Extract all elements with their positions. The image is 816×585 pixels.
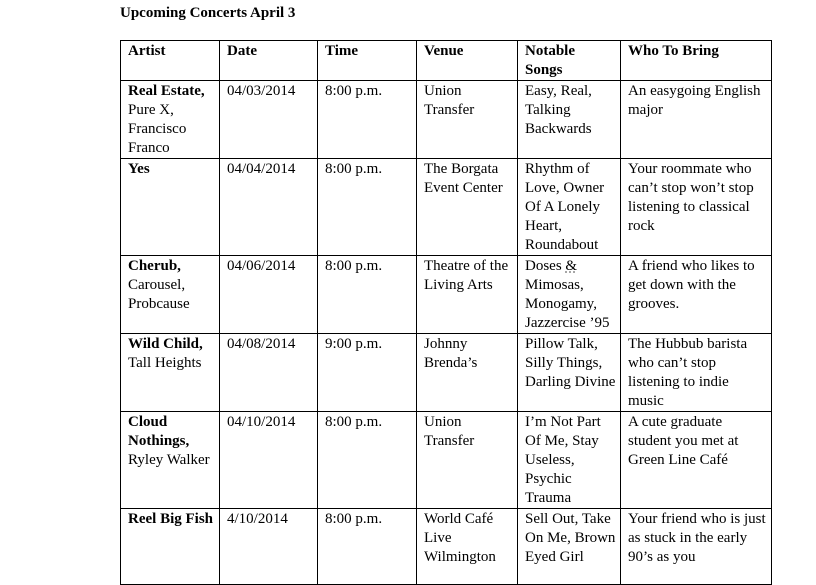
artist-cell	[121, 509, 220, 585]
songs-cell: Pillow Talk, Silly Things, Darling Divine	[518, 334, 621, 412]
openers: Pure X, Francisco Franco	[128, 102, 187, 156]
table-row	[121, 256, 772, 334]
venue-cell: Theatre of the Living Arts	[417, 256, 518, 334]
venue-cell: Union Transfer	[417, 412, 518, 509]
who-to-bring-cell: A friend who likes to get down with the grooves.	[621, 256, 772, 334]
table-row	[121, 412, 772, 509]
table-row	[121, 81, 772, 159]
table-row	[121, 334, 772, 412]
header-notable-songs: Notable Songs	[518, 41, 621, 81]
header-venue: Venue	[417, 41, 518, 81]
songs-cell: I’m Not Part Of Me, Stay Useless, Psychic Trauma	[518, 412, 621, 509]
openers: Tall Heights	[128, 355, 202, 371]
who-to-bring-cell: A cute graduate student you met at Green Line Café	[621, 412, 772, 509]
artist-cell	[121, 159, 220, 256]
header-date: Date	[220, 41, 318, 81]
openers: Ryley Walker	[128, 452, 210, 468]
venue-cell: Johnny Brenda’s	[417, 334, 518, 412]
artist-cell	[121, 256, 220, 334]
artist-cell	[121, 412, 220, 509]
headliner: Cherub,	[128, 258, 181, 274]
headliner: Reel Big Fish	[128, 511, 213, 527]
header-artist: Artist	[121, 41, 220, 81]
date-cell: 4/10/2014	[220, 509, 318, 585]
header-time: Time	[318, 41, 417, 81]
who-to-bring-cell: The Hubbub barista who can’t stop listening to indie music	[621, 334, 772, 412]
headliner: Wild Child,	[128, 336, 203, 352]
artist-cell	[121, 81, 220, 159]
time-cell: 8:00 p.m.	[318, 159, 417, 256]
venue-cell: World Café Live Wilmington	[417, 509, 518, 585]
time-cell: 8:00 p.m.	[318, 256, 417, 334]
table-row	[121, 509, 772, 585]
time-cell: 8:00 p.m.	[318, 412, 417, 509]
time-cell: 8:00 p.m.	[318, 509, 417, 585]
document-title: Upcoming Concerts April 3	[120, 5, 296, 21]
who-to-bring-cell: Your friend who is just as stuck in the early 90’s as you	[621, 509, 772, 585]
headliner: Cloud Nothings,	[128, 414, 190, 449]
openers: Carousel, Probcause	[128, 277, 190, 312]
headliner: Real Estate,	[128, 83, 205, 99]
venue-cell: Union Transfer	[417, 81, 518, 159]
songs-text-start: Doses	[525, 258, 566, 274]
venue-cell: The Borgata Event Center	[417, 159, 518, 256]
songs-cell: Sell Out, Take On Me, Brown Eyed Girl	[518, 509, 621, 585]
who-to-bring-cell: An easygoing English major	[621, 81, 772, 159]
table-row	[121, 159, 772, 256]
date-cell: 04/08/2014	[220, 334, 318, 412]
header-who-to-bring: Who To Bring	[621, 41, 772, 81]
time-cell: 9:00 p.m.	[318, 334, 417, 412]
ampersand-mark: &	[565, 258, 578, 274]
table-header-row	[121, 41, 772, 81]
songs-text-end: Mimosas, Monogamy, Jazzercise ’95	[525, 277, 610, 331]
artist-cell	[121, 334, 220, 412]
songs-cell	[518, 256, 621, 334]
who-to-bring-cell: Your roommate who can’t stop won’t stop listening to classical rock	[621, 159, 772, 256]
date-cell: 04/03/2014	[220, 81, 318, 159]
date-cell: 04/04/2014	[220, 159, 318, 256]
date-cell: 04/06/2014	[220, 256, 318, 334]
songs-cell: Rhythm of Love, Owner Of A Lonely Heart, Roundabout	[518, 159, 621, 256]
headliner: Yes	[128, 161, 150, 177]
concerts-table	[120, 40, 772, 585]
time-cell: 8:00 p.m.	[318, 81, 417, 159]
songs-cell: Easy, Real, Talking Backwards	[518, 81, 621, 159]
date-cell: 04/10/2014	[220, 412, 318, 509]
